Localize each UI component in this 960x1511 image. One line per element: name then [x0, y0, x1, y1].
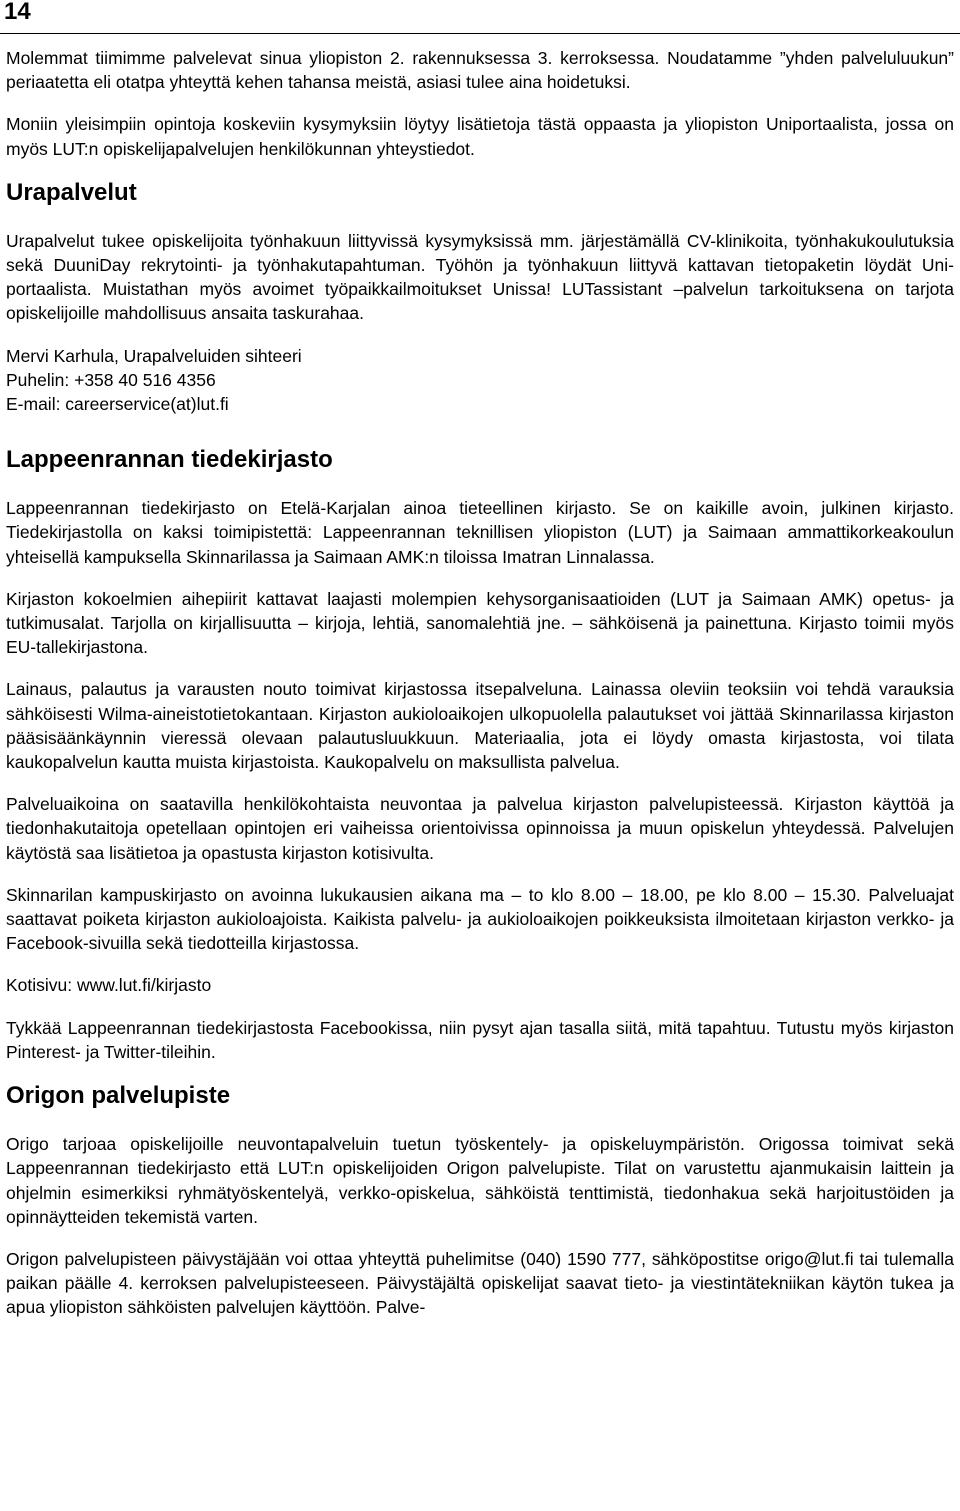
tiedekirjasto-paragraph: Lainaus, palautus ja varausten nouto toimivat kirjastossa itsepalveluna. Lainassa oleviin teoksiin voi tehdä varauksia sähköisesti Wilma-aineistotietokantaan. Kirjaston aukioloaikojen ulkopuolella palautukset voi jättää Skinnarilassa kirjaston pääsisäänkäynnin vieressä olevaan palautusluukkuun. Materiaalia, jota ei löydy omasta kirjastosta, voi tilata kaukopalvelun kautta muista kirjastoista. Kaukopalvelu on maksullista palvelua. — [6, 679, 954, 773]
origon-paragraph: Origon palvelupisteen päivystäjään voi ottaa yhteyttä puhelimitse (040) 1590 777, sähköpostitse origo@lut.fi tai tulemalla paikan päälle 4. kerroksen palvelupisteeseen. Päivystäjältä opiskelijat saavat tieto- ja viestintätekniikan käytön tukea ja apua yliopiston sähköisten palvelujen käyttöön. Palve- — [6, 1248, 954, 1318]
urapalvelut-contact — [6, 344, 954, 417]
tiedekirjasto-paragraph: Lappeenrannan tiedekirjasto on Etelä-Karjalan ainoa tieteellinen kirjasto. Se on kaikille avoin, julkinen kirjasto. Tiedekirjastolla on kaksi toimipistettä: Lappeenrannan teknillisen yliopiston (LUT) ja Saimaan ammattikorkeakoulun yhteisellä kampuksella Skinnarilassa ja Saimaan AMK:n tiloissa Imatran Linnalassa. — [6, 498, 954, 567]
tiedekirjasto-paragraph: Palveluaikoina on saatavilla henkilökohtaista neuvontaa ja palvelua kirjaston palvelupisteessä. Kirjaston käyttöä ja tiedonhakutaitoja opetellaan opintojen eri vaiheissa orientoivissa opinnoissa ja muun opiskelun yhteydessä. Palvelujen käytöstä saa lisätietoa ja opastusta kirjaston kotisivulta. — [6, 794, 954, 863]
contact-email: E-mail: careerservice(at)lut.fi — [6, 394, 229, 415]
tiedekirjasto-paragraph: Tykkää Lappeenrannan tiedekirjastosta Facebookissa, niin pysyt ajan tasalla siitä, mitä tapahtuu. Tutustu myös kirjaston Pinterest- ja Twitter-tileihin. — [6, 1017, 954, 1062]
tiedekirjasto-homepage: Kotisivu: www.lut.fi/kirjasto — [6, 975, 212, 996]
tiedekirjasto-paragraph: Kirjaston kokoelmien aihepiirit kattavat laajasti molempien kehysorganisaatioiden (LUT ja Saimaan AMK) opetus- ja tutkimusalat. Tarjolla on kirjallisuutta – kirjoja, lehtiä, sanomalehtiä jne. – sähköisenä ja painettuna. Kirjasto toimii myös EU-tallekirjastona. — [6, 588, 954, 658]
section-heading-urapalvelut: Urapalvelut — [6, 178, 137, 206]
intro-paragraph: Molemmat tiimimme palvelevat sinua yliopiston 2. rakennuksessa 3. kerroksessa. Noudatamme ”yhden palveluluukun” periaatetta eli otatpa yhteyttä kehen tahansa meistä, asiasi tulee aina hoidetuksi. — [6, 48, 954, 93]
origon-paragraph: Origo tarjoaa opiskelijoille neuvontapalveluin tuetun työskentely- ja opiskeluympäristön. Origossa toimivat sekä Lappeenrannan tiedekirjasto että LUT:n opiskelijoiden Origon palvelupiste. Tilat on varustettu ajanmukaisin laittein ja ohjelmin esimerkiksi ryhmätyöskentelyä, verkko-opiskelua, sähköistä tenttimistä, tiedonhakua sekä harjoitustöiden ja opinnäytteiden tekemistä varten. — [6, 1134, 954, 1227]
section-heading-origon: Origon palvelupiste — [6, 1082, 231, 1110]
intro-paragraph: Moniin yleisimpiin opintoja koskeviin kysymyksiin löytyy lisätietoja tästä oppaasta ja yliopiston Uniportaalista, jossa on myös LUT:n opiskelijapalvelujen henkilökunnan yhteystiedot. — [6, 114, 954, 159]
tiedekirjasto-paragraph: Skinnarilan kampuskirjasto on avoinna lukukausien aikana ma – to klo 8.00 – 18.00, pe klo 8.00 – 15.30. Palveluajat saattavat poiketa kirjaston aukioloajoista. Kaikista palvelu- ja aukioloaikojen poikkeuksista ilmoitetaan kirjaston verkko- ja Facebook-sivuilla sekä tiedotteilla kirjastossa. — [6, 884, 954, 954]
page-number: 14 — [4, 0, 31, 25]
contact-phone: Puhelin: +358 40 516 4356 — [6, 369, 216, 390]
urapalvelut-paragraph: Urapalvelut tukee opiskelijoita työnhakuun liittyvissä kysymyksissä mm. järjestämällä CV-klinikoita, työnhakukoulutuksia sekä DuuniDay rekrytointi- ja työnhakutapahtuman. Työhön ja työnhakuun liittyvä kattavan tietopaketin löydät Uni-portaalista. Muistathan myös avoimet työpaikkailmoitukset Unissa! LUTassistant –palvelun tarkoituksena on tarjota opiskelijoille mahdollisuus ansaita taskurahaa. — [6, 230, 954, 324]
contact-name: Mervi Karhula, Urapalveluiden sihteeri — [6, 345, 302, 366]
page-content — [6, 46, 954, 1338]
header-rule — [0, 33, 960, 34]
section-heading-tiedekirjasto: Lappeenrannan tiedekirjasto — [6, 446, 333, 474]
